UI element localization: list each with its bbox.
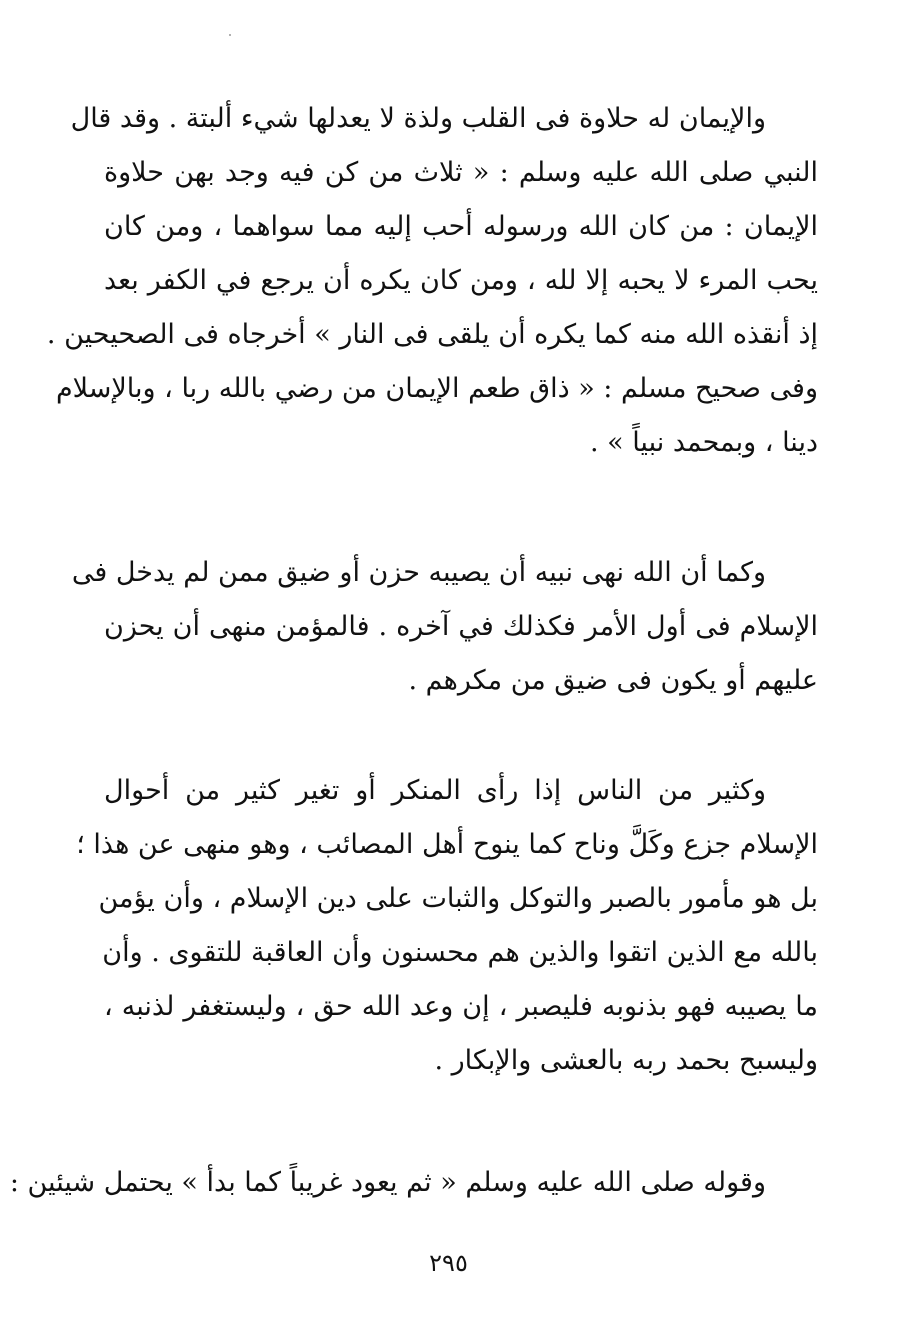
text-line: يحب المرء لا يحبه إلا لله ، ومن كان يكره أن يرجع في الكفر بعد	[104, 265, 818, 296]
text-line: وليسبح بحمد ربه بالعشى والإبكار .	[434, 1045, 818, 1076]
text-line: بل هو مأمور بالصبر والتوكل والثبات على دين الإسلام ، وأن يؤمن	[98, 883, 818, 914]
paragraph-2	[71, 546, 818, 708]
text-line: بالله مع الذين اتقوا والذين هم محسنون وأن العاقبة للتقوى . وأن	[102, 937, 818, 968]
text-line: عليهم أو يكون فى ضيق من مكرهم .	[408, 665, 818, 696]
text-line: وكما أن الله نهى نبيه أن يصيبه حزن أو ضيق ممن لم يدخل فى	[71, 557, 766, 588]
text-line: الإيمان : من كان الله ورسوله أحب إليه مما سواهما ، ومن كان	[104, 211, 818, 242]
text-line: إذ أنقذه الله منه كما يكره أن يلقى فى النار » أخرجاه فى الصحيحين .	[46, 319, 818, 350]
text-line: دينا ، وبمحمد نبياً » .	[589, 427, 818, 458]
text-line: ما يصيبه فهو بذنوبه فليصبر ، إن وعد الله حق ، وليستغفر لذنبه ،	[104, 991, 818, 1022]
text-line: وقوله صلى الله عليه وسلم « ثم يعود غريباً كما بدأ » يحتمل شيئين :	[9, 1167, 766, 1198]
text-line: وفى صحيح مسلم : « ذاق طعم الإيمان من رضي بالله ربا ، وبالإسلام	[55, 373, 818, 404]
text-line: النبي صلى الله عليه وسلم : « ثلاث من كن فيه وجد بهن حلاوة	[104, 157, 818, 188]
text-line: والإيمان له حلاوة فى القلب ولذة لا يعدلها شيء ألبتة . وقد قال	[70, 103, 766, 134]
scan-speck	[229, 34, 231, 36]
paragraph-1	[46, 92, 818, 470]
text-line: الإسلام فى أول الأمر فكذلك في آخره . فالمؤمن منهى أن يحزن	[104, 611, 818, 642]
page-number: ٢٩٥	[429, 1249, 468, 1277]
text-line: الإسلام جزع وكَلَّ وناح كما ينوح أهل المصائب ، وهو منهى عن هذا ؛	[76, 829, 818, 860]
paragraph-4	[9, 1156, 818, 1210]
paragraph-3	[76, 764, 818, 1088]
text-line: وكثير من الناس إذا رأى المنكر أو تغير كثير من أحوال	[104, 775, 766, 806]
